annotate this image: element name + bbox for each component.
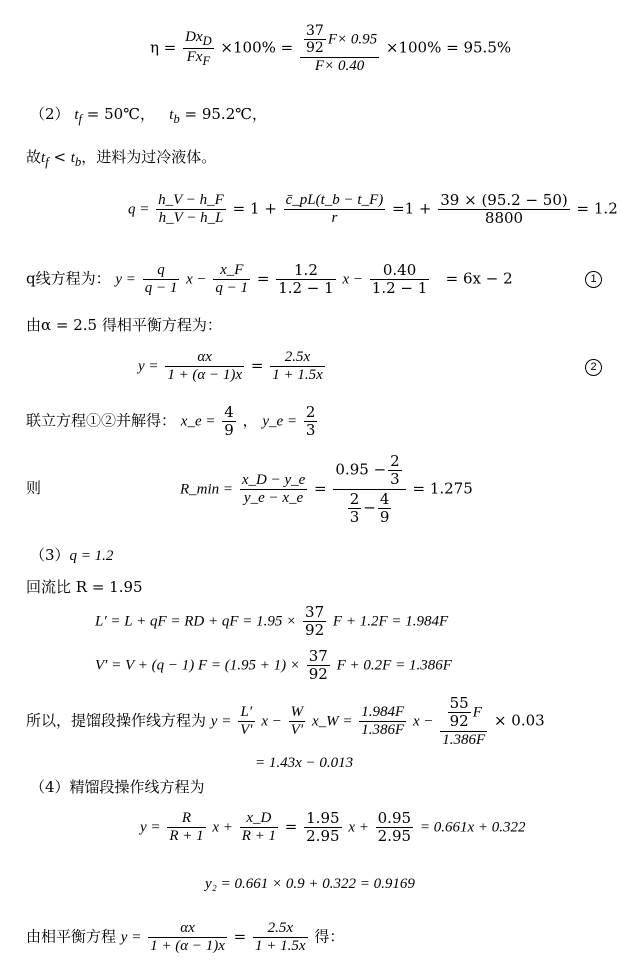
equation-marker-1: 1	[585, 270, 602, 288]
eta-frac-2: $\frac{37}{92}$ F× 0.95 F× 0.40	[300, 22, 379, 75]
eta-lhs: η =	[150, 38, 177, 57]
eta-frac-1: $\frac{Dx_D}{Fx_F}$	[185, 28, 212, 68]
l-prime-equation: L′ = L + qF = RD + qF = 1.95 × $\frac{37}{92}$ F + 1.2F = 1.984F	[95, 603, 449, 639]
part4-line: （4）精馏段操作线方程为	[30, 778, 205, 796]
rectifying-equation: y = $\frac{R}{R + 1}$ x + $\frac{x\_D}{R + 1}$ = $\frac{1.95}{2.95}$ x + $\frac{0.95}{2.95}$ = 0.661x + 0.322	[140, 809, 526, 845]
v-prime-equation: V′ = V + (q − 1) F = (1.95 + 1) × $\frac{37}{92}$ F + 0.2F = 1.386F	[95, 647, 452, 683]
reflux-ratio: 回流比 R = 1.95	[26, 578, 143, 596]
q-equation: q = $\frac{h\_V - h\_F}{h\_V - h\_L}$ = 1 + $\frac{c̄\_pL(t\_b - t\_F)}{r}$ =1 + $\frac{39 \times (95.2 - 50)}{8800}$ = 1.2	[128, 191, 618, 227]
joint-solution: 联立方程①②并解得： x_e = $\frac{4}{9}$ ， y_e = $\frac{2}{3}$	[26, 403, 316, 439]
equilibrium-equation: y = $\frac{\alpha x}{1 + (\alpha - 1)x}$ = $\frac{2.5x}{1 + 1.5x}$	[138, 349, 323, 383]
y2-equation: y₂ = 0.661 × 0.9 + 0.322 = 0.9169	[205, 876, 415, 892]
eta-equation	[150, 22, 511, 75]
stripping-result: = 1.43x − 0.013	[255, 755, 354, 771]
subcooled-conclusion: 故$t_f < t_b$，进料为过冷液体。	[26, 148, 217, 169]
part2-line: （2） $t_f$ = 50℃， $t_b$ = 95.2℃，	[30, 105, 268, 126]
alpha-line: 由α = 2.5 得相平衡方程为：	[26, 316, 222, 334]
equation-marker-2: 2	[585, 358, 602, 376]
final-equilibrium-line: 由相平衡方程 y = $\frac{\alpha x}{1 + (\alpha - 1)x}$ = $\frac{2.5x}{1 + 1.5x}$ 得：	[26, 920, 345, 954]
rmin-label: 则	[26, 479, 42, 497]
rmin-equation: R_min = $\frac{x\_D - y\_e}{y\_e - x\_e}$ = 0.95 − $\frac{2}{3}$ $\frac{2}{3}$ − $\frac{4}{9}$ = 1.275	[180, 452, 473, 526]
q-line-equation: q线方程为： y = $\frac{q}{q - 1}$ x − $\frac{x\_F}{q - 1}$ = $\frac{1.2}{1.2 - 1}$ x − $\frac{0.40}{1.2 - 1}$ = 6x − 2	[26, 261, 513, 297]
eta-times: ×100% =	[220, 38, 294, 57]
eta-result: ×100% = 95.5%	[385, 38, 512, 57]
part3-line: （3）q = 1.2	[30, 546, 114, 564]
stripping-equation: 所以，提馏段操作线方程为 y = $\frac{L'}{V'}$ x − $\frac{W}{V'}$ x_W = $\frac{1.984F}{1.386F}$ x − $\frac{55}{92}$ F 1.386F × 0.03	[26, 694, 545, 748]
